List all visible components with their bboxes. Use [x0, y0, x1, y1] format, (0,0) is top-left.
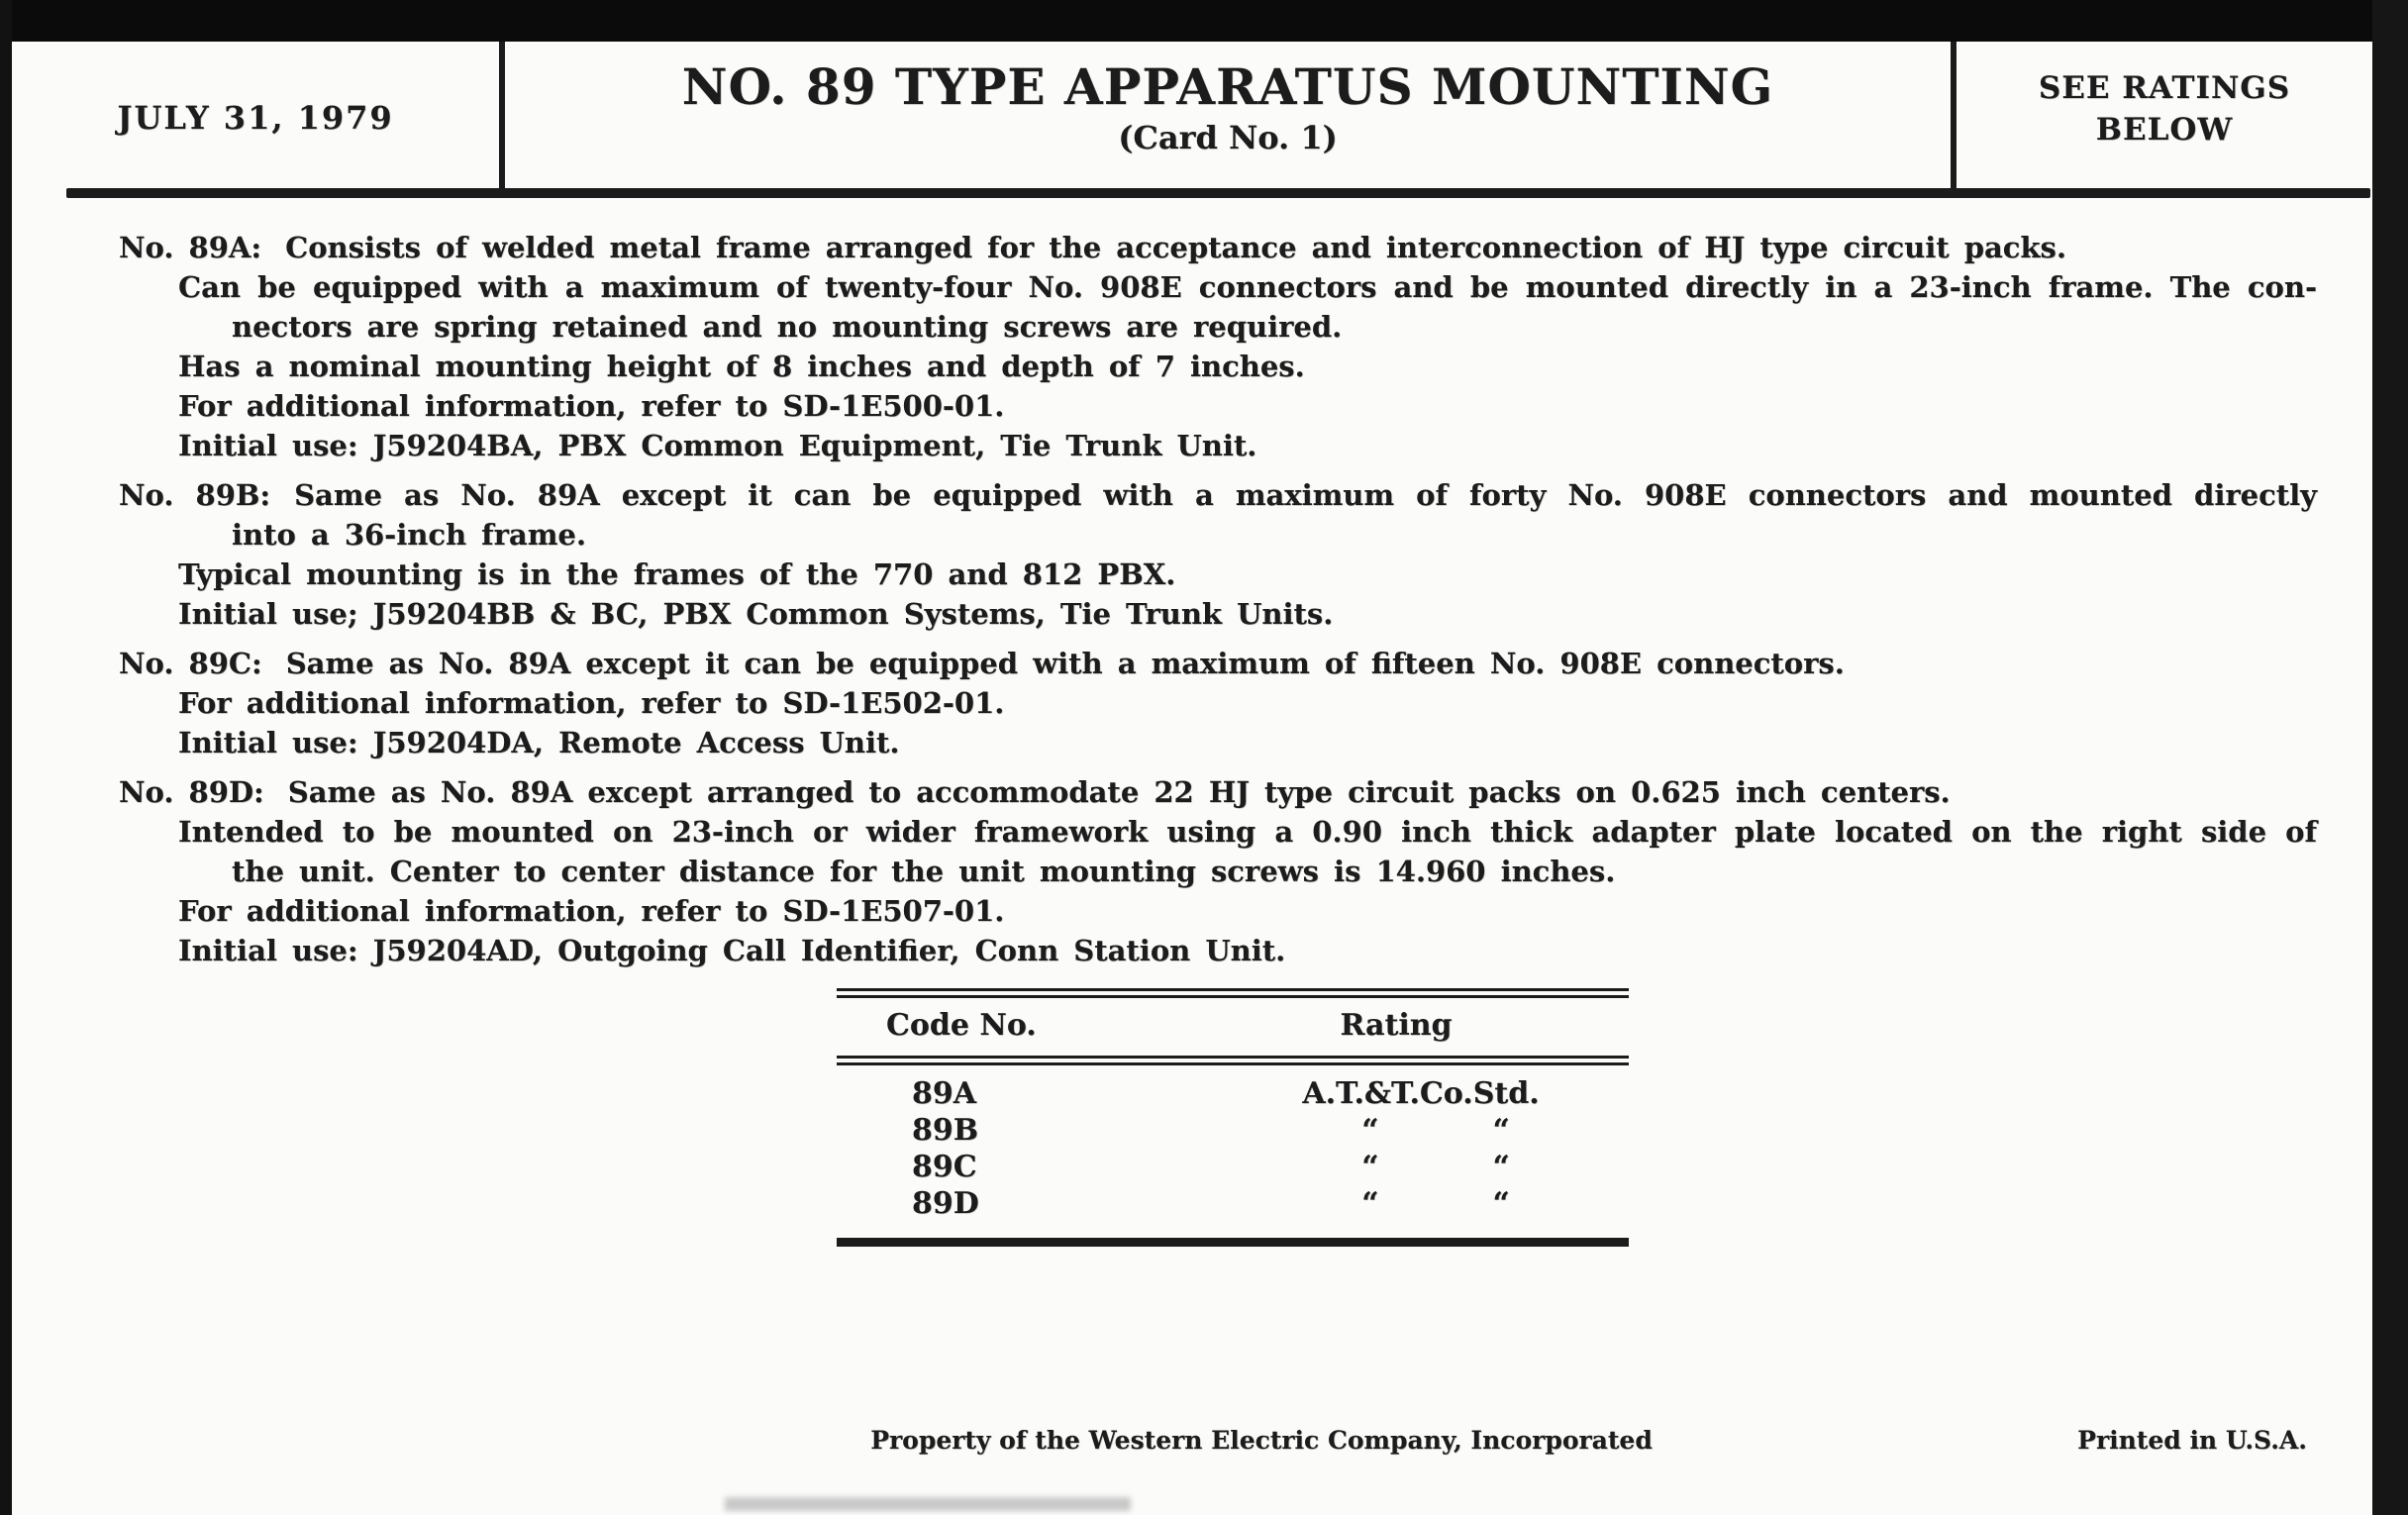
text-line: Initial use: J59204DA, Remote Access Unit.	[178, 726, 900, 759]
section-label: No. 89C:	[119, 647, 262, 680]
section-intro: Same as No. 89A except it can be equipped with a maximum of forty No. 908E connectors and mounted directly	[294, 478, 2317, 512]
header-rule	[66, 188, 2370, 198]
text-line: Has a nominal mounting height of 8 inches and depth of 7 inches.	[178, 350, 1305, 383]
ditto-marks	[1213, 1112, 1629, 1149]
ditto-mark: “	[1492, 1186, 1510, 1221]
ratings-table-header	[837, 998, 1629, 1065]
table-row	[837, 1185, 1629, 1222]
text-line: For additional information, refer to SD-1E500-01.	[178, 389, 1005, 423]
ditto-mark: “	[1492, 1150, 1510, 1184]
card-number: (Card No. 1)	[1118, 119, 1338, 156]
column-header-rating: Rating	[1340, 1008, 1453, 1043]
ratings-table-body	[837, 1065, 1629, 1238]
ratings-note-line1: SEE RATINGS	[2038, 70, 2291, 106]
section-89c	[12, 644, 2317, 762]
ditto-mark: “	[1361, 1113, 1379, 1148]
table-row	[837, 1112, 1629, 1149]
document-card	[12, 42, 2372, 1515]
scan-top-edge	[0, 0, 2408, 42]
text-line: For additional information, refer to SD-1E507-01.	[178, 894, 1005, 928]
text-line: Intended to be mounted on 23-inch or wider framework using a 0.90 inch thick adapter plate located on the right side of	[178, 815, 2317, 849]
ratings-table	[837, 988, 1629, 1247]
text-line: Initial use: J59204BA, PBX Common Equipment, Tie Trunk Unit.	[178, 429, 1257, 462]
card-body	[12, 198, 2372, 970]
ditto-marks	[1213, 1149, 1629, 1185]
text-line: Initial use: J59204AD, Outgoing Call Identifier, Conn Station Unit.	[178, 934, 1286, 967]
scan-smudge-artifact	[725, 1497, 1131, 1511]
text-line	[12, 644, 2317, 683]
page-title: NO. 89 TYPE APPARATUS MOUNTING	[681, 57, 1774, 116]
section-label: No. 89D:	[119, 775, 264, 809]
ditto-marks	[1213, 1185, 1629, 1222]
code-cell: 89D	[912, 1186, 979, 1221]
scan-right-edge	[2372, 0, 2408, 1515]
section-intro: Consists of welded metal frame arranged for the acceptance and interconnection of HJ type circuit packs.	[285, 231, 2066, 264]
code-cell: 89A	[912, 1076, 977, 1111]
section-89a	[12, 228, 2317, 465]
rating-cell: A.T.&T.Co.Std.	[1302, 1076, 1540, 1111]
text-line	[12, 772, 2317, 812]
text-line: into a 36-inch frame.	[232, 518, 586, 552]
ditto-mark: “	[1361, 1186, 1379, 1221]
text-line: Can be equipped with a maximum of twenty-four No. 908E connectors and be mounted directly in a 23-inch frame. The con-	[178, 270, 2317, 304]
table-row	[837, 1075, 1629, 1112]
footer-printed-notice: Printed in U.S.A.	[2077, 1426, 2307, 1455]
text-line: nectors are spring retained and no mounting screws are required.	[232, 310, 1343, 344]
header-date: JULY 31, 1979	[117, 99, 394, 137]
ditto-mark: “	[1361, 1150, 1379, 1184]
text-line: the unit. Center to center distance for the unit mounting screws is 14.960 inches.	[232, 855, 1616, 888]
section-intro: Same as No. 89A except arranged to accommodate 22 HJ type circuit packs on 0.625 inch centers.	[287, 775, 1951, 809]
section-89d	[12, 772, 2317, 970]
text-line: For additional information, refer to SD-1E502-01.	[178, 686, 1005, 720]
card-header	[12, 42, 2372, 188]
scan-left-edge	[0, 0, 12, 1515]
footer-property-notice: Property of the Western Electric Company, Incorporated	[870, 1426, 1653, 1455]
text-line	[12, 475, 2317, 515]
text-line: Typical mounting is in the frames of the 770 and 812 PBX.	[178, 557, 1176, 591]
code-cell: 89B	[912, 1113, 979, 1148]
section-label: No. 89B:	[119, 478, 271, 512]
ratings-note-line2: BELOW	[2095, 112, 2234, 148]
header-title-block	[505, 42, 1951, 188]
text-line: Initial use; J59204BB & BC, PBX Common Systems, Tie Trunk Units.	[178, 597, 1334, 631]
table-row	[837, 1149, 1629, 1185]
column-header-code: Code No.	[886, 1008, 1037, 1043]
section-label: No. 89A:	[119, 231, 262, 264]
text-line	[12, 228, 2317, 267]
ratings-note	[1956, 42, 2372, 188]
card-footer	[12, 1426, 2372, 1462]
section-intro: Same as No. 89A except it can be equipped with a maximum of fifteen No. 908E connectors.	[285, 647, 1845, 680]
ditto-mark: “	[1492, 1113, 1510, 1148]
code-cell: 89C	[912, 1150, 977, 1184]
section-89b	[12, 475, 2317, 634]
